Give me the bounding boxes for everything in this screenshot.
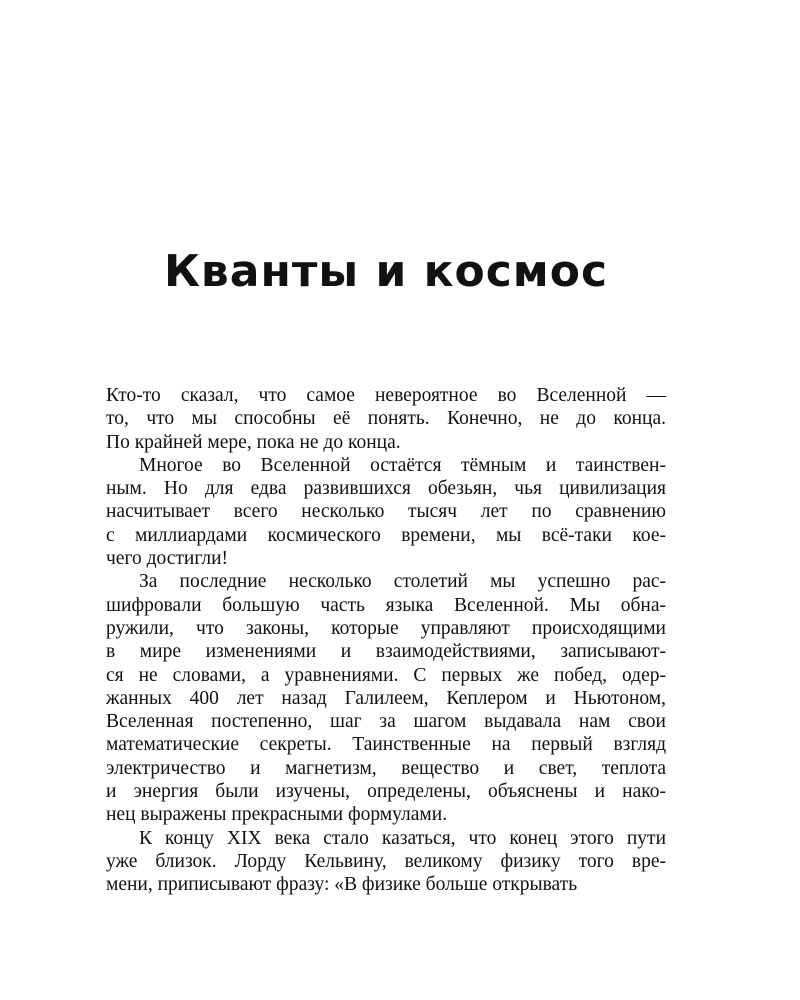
text-line: мени, приписывают фразу: «В физике больше открывать <box>106 874 578 896</box>
paragraph <box>106 454 666 570</box>
text-line: По крайней мере, пока не до конца. <box>106 431 401 453</box>
paragraph <box>106 827 666 897</box>
text-line: с миллиардами космического времени, мы всё-таки кое- <box>106 524 666 546</box>
text-line: ся не словами, а уравнениями. С первых же побед, одер- <box>106 664 666 686</box>
paragraph <box>106 384 666 454</box>
text-line: и энергия были изучены, определены, объяснены и нако- <box>106 781 666 803</box>
text-line: в мире изменениями и взаимодействиями, записывают- <box>106 641 666 663</box>
text-line: жанных 400 лет назад Галилеем, Кеплером и Ньютоном, <box>106 687 666 709</box>
text-line: нец выражены прекрасными формулами. <box>106 804 448 826</box>
text-line: ным. Но для едва развившихся обезьян, чья цивилизация <box>106 478 666 500</box>
text-line: За последние несколько столетий мы успешно рас- <box>139 571 666 593</box>
text-line: то, что мы способны её понять. Конечно, не до конца. <box>106 408 666 430</box>
text-line: Вселенная постепенно, шаг за шагом выдавала нам свои <box>106 711 666 733</box>
text-line: шифровали большую часть языка Вселенной. Мы обна- <box>106 594 666 616</box>
text-line: насчитывает всего несколько тысяч лет по сравнению <box>106 501 666 523</box>
text-line: К концу XIX века стало казаться, что конец этого пути <box>139 827 666 849</box>
text-line: уже близок. Лорду Кельвину, великому физику того вре- <box>106 850 666 872</box>
body-text <box>106 384 666 897</box>
text-line: электричество и магнетизм, вещество и свет, теплота <box>106 757 666 779</box>
text-line: ружили, что законы, которые управляют происходящими <box>106 617 666 639</box>
text-line: Многое во Вселенной остаётся тёмным и таинствен- <box>139 454 666 476</box>
chapter-title: Кванты и космос <box>163 246 609 297</box>
text-line: чего достигли! <box>106 548 229 570</box>
paragraph <box>106 570 666 826</box>
text-line: Кто-то сказал, что самое невероятное во Вселенной — <box>106 385 666 406</box>
text-line: математические секреты. Таинственные на первый взгляд <box>106 734 666 756</box>
